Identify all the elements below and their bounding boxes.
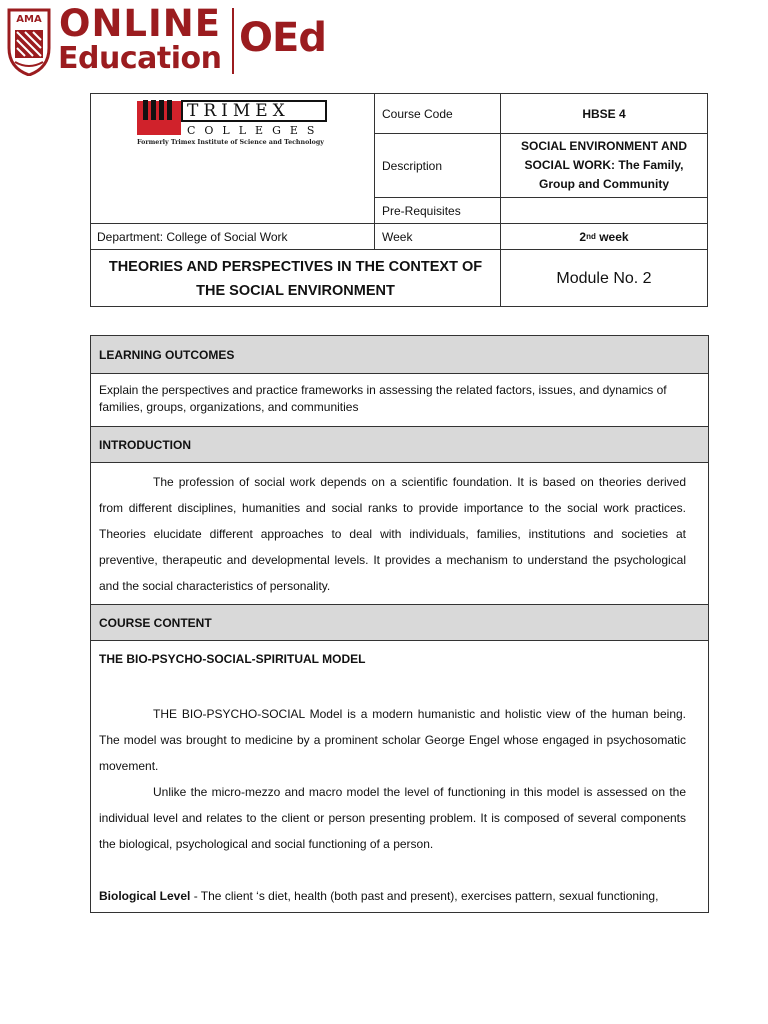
model-paragraph-1: THE BIO-PSYCHO-SOCIAL Model is a modern humanistic and holistic view of the human being. The model was brought to medicine by a prominent scholar George Engel whose engaged in psychosomatic movement. [99,707,686,773]
course-content-heading: COURSE CONTENT [91,605,708,641]
ama-university-shield-icon [6,8,52,76]
brand-education-text: Education [58,41,222,76]
course-code-label: Course Code [375,94,501,134]
week-word: week [595,229,629,244]
trimex-wordmark: TRIMEX [181,100,327,122]
week-value: 2 nd week [501,224,708,250]
brand-online-text: ONLINE [59,2,222,45]
model-paragraph-2: Unlike the micro-mezzo and macro model the level of functioning in this model is assessed on the individual level and relates to the client or person presenting problem. It is composed of several components the biological, psychological and social functioning of a person. [99,785,686,851]
trimex-colleges-text: COLLEGES [187,124,324,137]
prerequisites-value [501,198,708,224]
trimex-bar [167,100,172,120]
description-value: SOCIAL ENVIRONMENT AND SOCIAL WORK: The Family, Group and Community [501,134,708,198]
trimex-bar [151,100,156,120]
description-label: Description [375,134,501,198]
course-content-body [91,641,708,913]
biological-level-label: Biological Level [99,889,191,903]
week-label: Week [375,224,501,250]
biological-level-paragraph [99,883,686,909]
introduction-body [91,463,708,605]
introduction-text: The profession of social work depends on a scientific foundation. It is based on theories derived from different disciplines, humanities and social ranks to provide importance to the social work practices. Theories elucidate different approaches to deal with individuals, families, institutions and societies at preventive, therapeutic and developmental levels. It provides a mechanism to understand the psychological and the social characteristics of personality. [99,475,686,593]
course-code-value: HBSE 4 [501,94,708,134]
model-title: THE BIO-PSYCHO-SOCIAL-SPIRITUAL MODEL [99,652,366,666]
module-number: Module No. 2 [501,250,708,307]
trimex-formerly-text: Formerly Trimex Institute of Science and Technology [137,139,324,146]
module-content-table [90,335,709,913]
school-logo-cell [91,94,375,224]
module-title: THEORIES AND PERSPECTIVES IN THE CONTEXT OF THE SOCIAL ENVIRONMENT [91,250,501,307]
department-label: Department: College of Social Work [91,224,375,250]
brand-oed-text: OEd [239,15,326,61]
biological-level-text: - The client ‘s diet, health (both past and present), exercises pattern, sexual functioning, [190,889,659,903]
brand-divider [232,8,234,74]
introduction-heading: INTRODUCTION [91,427,708,463]
prerequisites-label: Pre-Requisites [375,198,501,224]
online-education-logo [6,4,336,76]
trimex-bar [159,100,164,120]
week-number: 2 [579,229,587,244]
trimex-logo [137,100,337,150]
learning-outcomes-heading: LEARNING OUTCOMES [91,336,708,374]
learning-outcomes-text: Explain the perspectives and practice frameworks in assessing the related factors, issues, and dynamics of families, groups, organizations, and communities [91,374,708,427]
course-info-table [90,93,708,307]
trimex-bar [143,100,148,120]
svg-text:AMA: AMA [16,14,42,25]
